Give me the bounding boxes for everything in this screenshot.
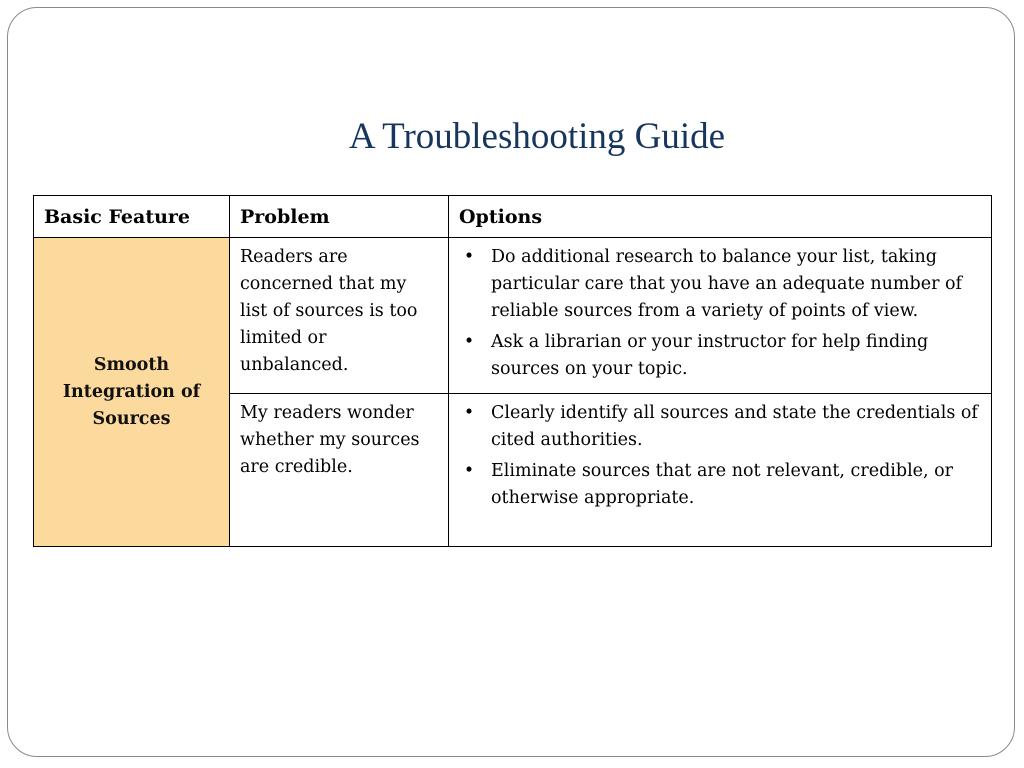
troubleshooting-table [33, 195, 992, 547]
option-item [459, 244, 981, 325]
options-cell [449, 394, 992, 547]
option-item [459, 400, 981, 454]
problem-cell: My readers wonder whether my sources are credible. [230, 394, 449, 547]
options-list [459, 400, 981, 512]
option-text: Eliminate sources that are not relevant, credible, or otherwise appropriate. [491, 461, 954, 508]
option-text: Clearly identify all sources and state the credentials of cited authorities. [491, 403, 978, 450]
problem-cell: Readers are concerned that my list of sources is too limited or unbalanced. [230, 238, 449, 394]
options-cell [449, 238, 992, 394]
bullet-marker: • [463, 332, 475, 352]
header-problem: Problem [230, 196, 449, 238]
bullet-marker: • [463, 247, 475, 267]
table-header-row [34, 196, 992, 238]
bullet-marker: • [463, 403, 475, 423]
slide-title: A Troubleshooting Guide [348, 116, 726, 157]
table-row [34, 238, 992, 394]
bullet-marker: • [463, 461, 475, 481]
feature-cell: Smooth Integration of Sources [34, 238, 230, 547]
options-list [459, 244, 981, 383]
option-text: Do additional research to balance your list, taking particular care that you have an adequate number of reliable sources from a variety of points of view. [491, 247, 963, 321]
option-item [459, 329, 981, 383]
header-options: Options [449, 196, 992, 238]
header-basic-feature: Basic Feature [34, 196, 230, 238]
option-item [459, 458, 981, 512]
option-text: Ask a librarian or your instructor for help finding sources on your topic. [491, 332, 929, 379]
